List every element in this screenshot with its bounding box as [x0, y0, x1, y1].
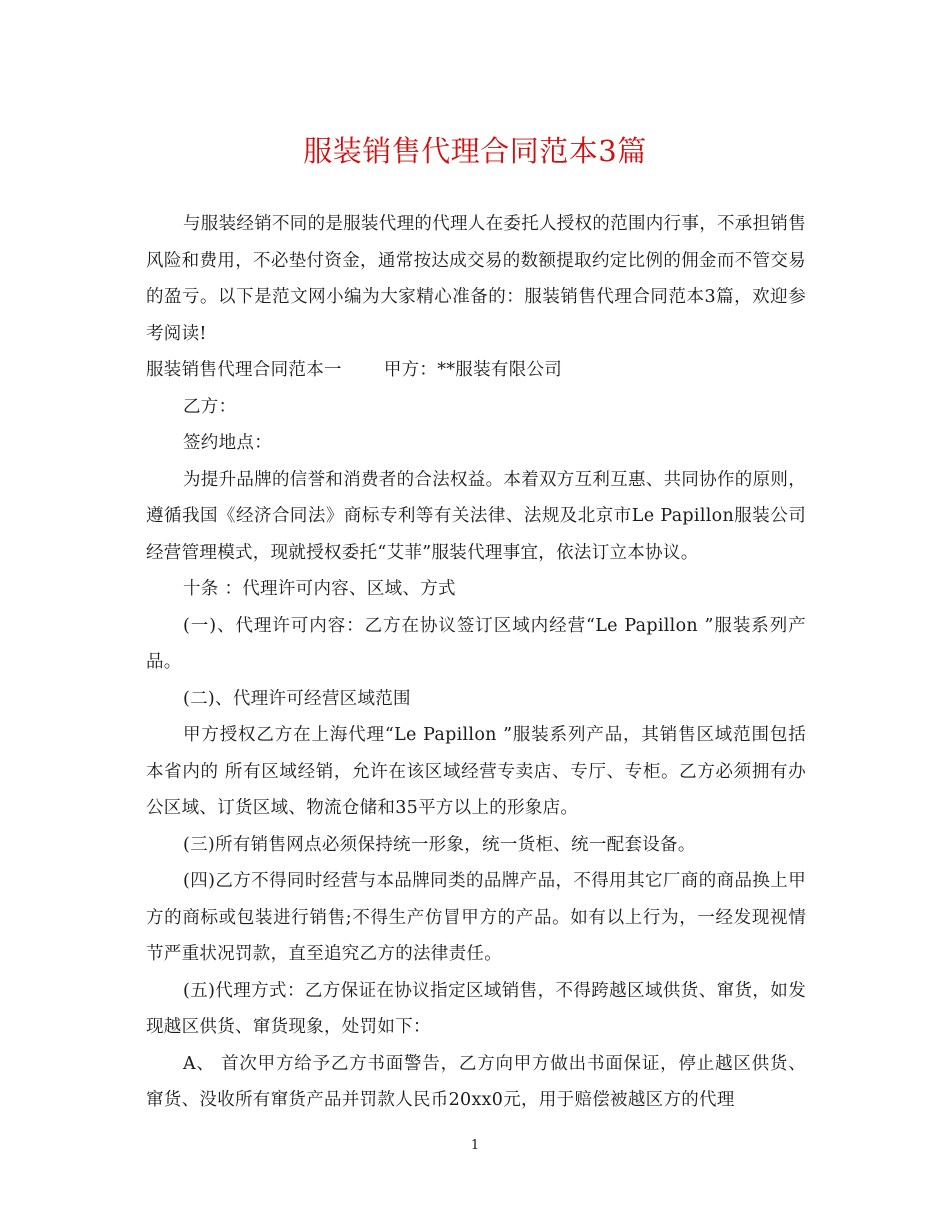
item-three-paragraph: (三)所有销售网点必须保持统一形象，统一货柜、统一配套设备。	[183, 834, 696, 855]
party-a-line: 甲方：**服装有限公司	[383, 360, 563, 380]
item-two-paragraph: 甲方授权乙方在上海代理“Le Papillon ”服装系列产品，其销售区域范围包括本省内的 所有区域经销，允许在该区域经营专卖店、专厅、专柜。乙方必须拥有办公区域、订货区域、物流仓储和35平方以上的形象店。	[146, 725, 806, 818]
item-five-paragraph: (五)代理方式：乙方保证在协议指定区域销售，不得跨越区域供货、窜货，如发现越区供货、窜货现象，处罚如下：	[146, 980, 806, 1037]
item-two-heading: (二)、代理许可经营区域范围	[183, 688, 411, 709]
document-body	[146, 206, 806, 1119]
sign-place-line: 签约地点：	[183, 433, 272, 453]
document-title: 服装销售代理合同范本3篇	[303, 134, 647, 168]
item-five-a-paragraph: A、 首次甲方给予乙方书面警告，乙方向甲方做出书面保证，停止越区供货、窜货、没收所有窜货产品并罚款人民币20xx0元，用于赔偿被越区方的代理	[146, 1053, 806, 1110]
item-one-paragraph: (一)、代理许可内容：乙方在协议签订区域内经营“Le Papillon ”服装系列产品。	[146, 615, 806, 672]
party-b-line: 乙方：	[183, 396, 237, 417]
purpose-paragraph: 为提升品牌的信誉和消费者的合法权益。本着双方互利互惠、共同协作的原则，遵循我国《经济合同法》商标专利等有关法律、法规及北京市Le Papillon服装公司经营管理模式，现就授权委托“艾菲”服装代理事宜，依法订立本协议。	[146, 469, 806, 563]
page-number: 1	[470, 1138, 480, 1153]
contract-heading-line	[146, 352, 806, 389]
intro-paragraph: 与服装经销不同的是服装代理的代理人在委托人授权的范围内行事，不承担销售风险和费用，不必垫付资金，通常按达成交易的数额提取约定比例的佣金而不管交易的盈亏。以下是范文网小编为大家精心准备的：服装销售代理合同范本3篇，欢迎参考阅读!	[146, 214, 806, 344]
article-ten-heading: 十条 ：代理许可内容、区域、方式	[183, 579, 456, 599]
contract-heading: 服装销售代理合同范本一	[146, 360, 342, 380]
item-four-paragraph: (四)乙方不得同时经营与本品牌同类的品牌产品，不得用其它厂商的商品换上甲方的商标或包装进行销售;不得生产仿冒甲方的产品。如有以上行为，一经发现视情节严重状况罚款，直至追究乙方的法律责任。	[146, 871, 806, 964]
